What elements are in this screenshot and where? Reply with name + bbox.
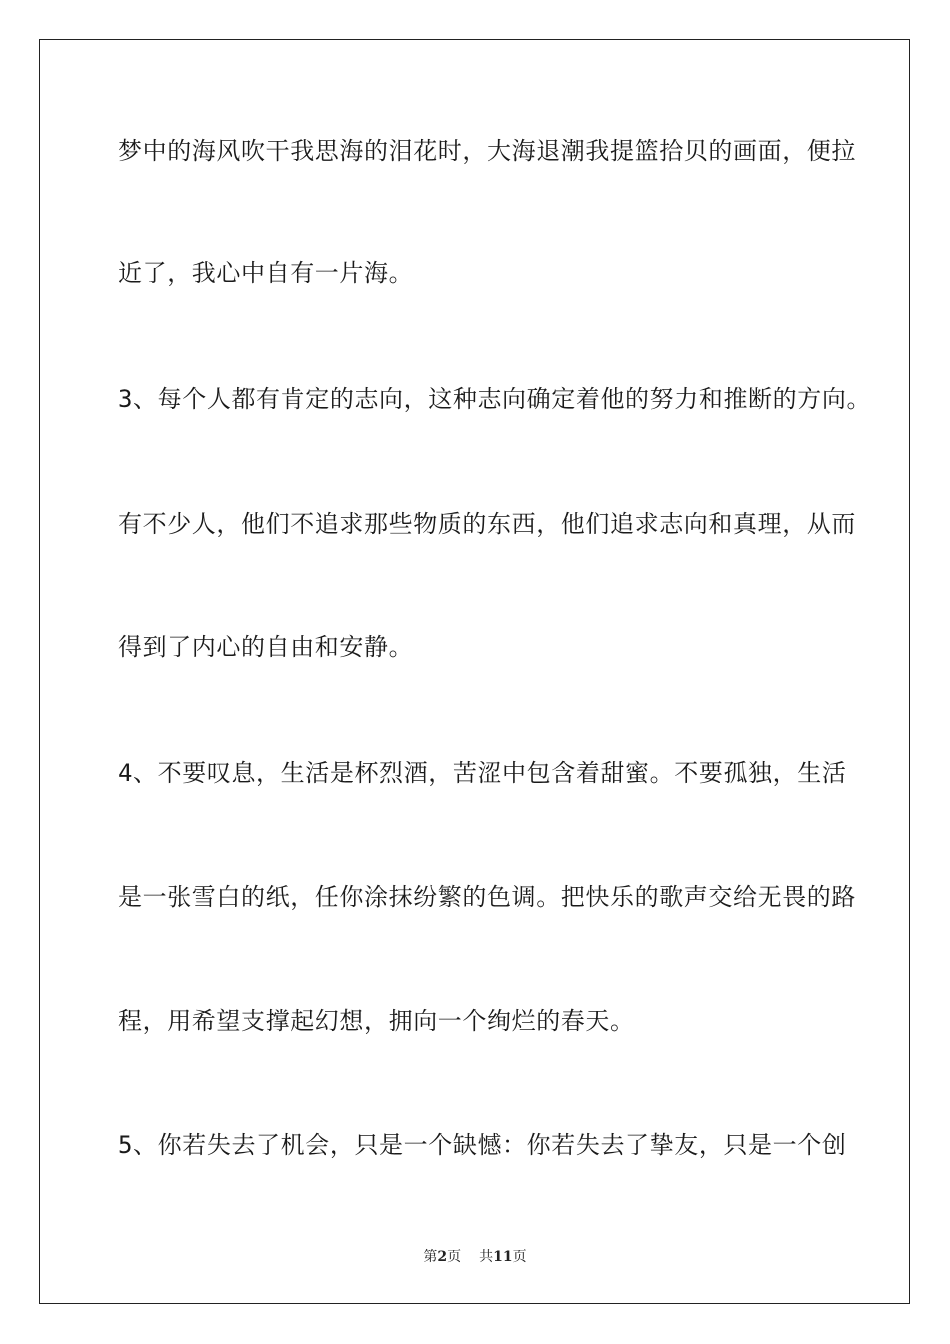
- body-text-line: 3、每个人都有肯定的志向，这种志向确定着他的努力和推断的方向。: [118, 385, 872, 413]
- total-pages: 11: [493, 1249, 513, 1265]
- body-text-line: 程，用希望支撑起幻想，拥向一个绚烂的春天。: [118, 1007, 635, 1035]
- page-footer: [0, 1246, 950, 1266]
- page-suffix: 页: [447, 1249, 462, 1265]
- body-text-line: 有不少人，他们不追求那些物质的东西，他们追求志向和真理，从而: [118, 510, 856, 538]
- total-prefix: 共: [479, 1249, 494, 1265]
- body-text-line: 梦中的海风吹干我思海的泪花时，大海退潮我提篮拾贝的画面，便拉: [118, 137, 856, 165]
- page-number: 2: [437, 1249, 448, 1265]
- total-suffix: 页: [512, 1249, 527, 1265]
- page-border: [39, 39, 910, 1304]
- body-text-line: 是一张雪白的纸，任你涂抹纷繁的色调。把快乐的歌声交给无畏的路: [118, 883, 856, 911]
- body-text-line: 4、不要叹息，生活是杯烈酒，苦涩中包含着甜蜜。不要孤独，生活: [118, 759, 847, 787]
- body-text-line: 5、你若失去了机会，只是一个缺憾：你若失去了挚友，只是一个创: [118, 1131, 847, 1159]
- page-prefix: 第: [423, 1249, 438, 1265]
- body-text-line: 得到了内心的自由和安静。: [118, 633, 414, 661]
- body-text-line: 近了，我心中自有一片海。: [118, 259, 414, 287]
